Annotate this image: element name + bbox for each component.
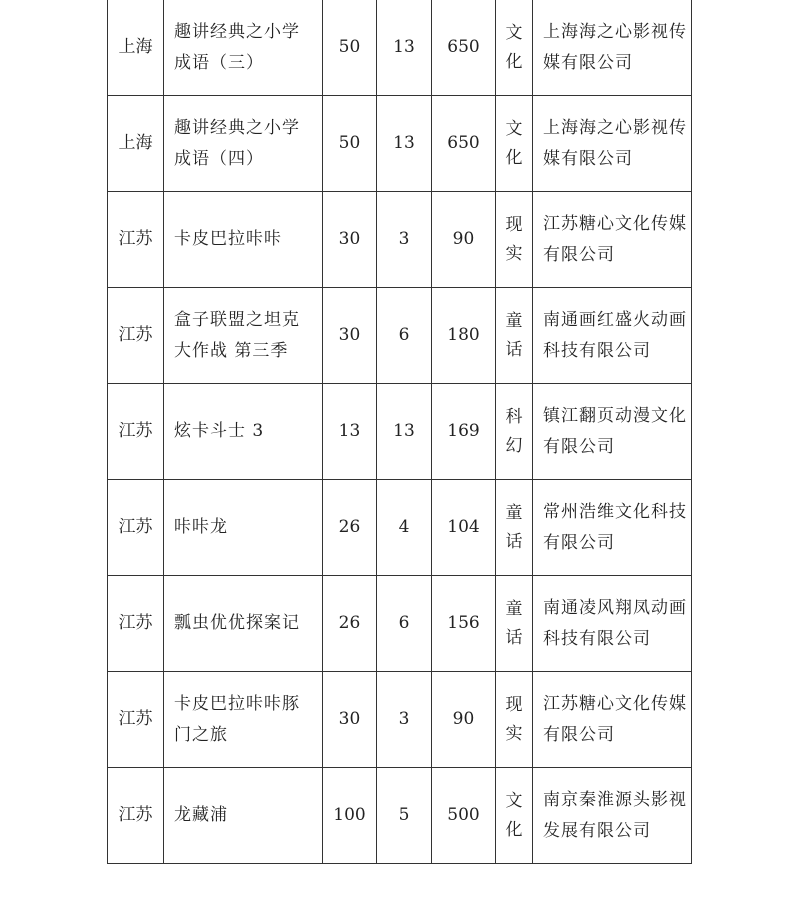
company-cell [533, 0, 692, 96]
company-line: 发展有限公司 [543, 820, 651, 841]
episodes-cell: 30 [323, 288, 377, 384]
genre-char: 文 [505, 22, 523, 43]
genre-cell [496, 96, 533, 192]
title-line: 卡皮巴拉咔咔豚 [174, 693, 300, 714]
title-line: 盒子联盟之坦克 [174, 309, 300, 330]
genre-char: 童 [505, 310, 523, 331]
genre-char: 文 [505, 790, 523, 811]
total-minutes-cell: 90 [432, 192, 496, 288]
minutes-cell: 13 [377, 384, 432, 480]
company-line: 媒有限公司 [543, 148, 633, 169]
company-cell [533, 576, 692, 672]
genre-cell [496, 480, 533, 576]
title-line: 成语（三） [174, 52, 264, 73]
minutes-cell: 13 [377, 96, 432, 192]
company-cell [533, 96, 692, 192]
genre-cell [496, 768, 533, 864]
company-line: 有限公司 [543, 244, 615, 265]
title-cell [164, 192, 323, 288]
company-cell [533, 480, 692, 576]
total-minutes-cell: 156 [432, 576, 496, 672]
table-row [108, 384, 692, 480]
genre-cell [496, 192, 533, 288]
table-row [108, 480, 692, 576]
episodes-cell: 30 [323, 192, 377, 288]
total-minutes-cell: 180 [432, 288, 496, 384]
table-row [108, 768, 692, 864]
region-cell: 上海 [108, 96, 164, 192]
title-line: 大作战 第三季 [174, 340, 289, 361]
genre-char: 实 [505, 723, 523, 744]
genre-char: 科 [505, 406, 523, 427]
genre-cell [496, 672, 533, 768]
episodes-cell: 100 [323, 768, 377, 864]
company-line: 常州浩维文化科技 [543, 501, 687, 522]
company-line: 有限公司 [543, 532, 615, 553]
minutes-cell: 4 [377, 480, 432, 576]
region-cell: 江苏 [108, 192, 164, 288]
minutes-cell: 13 [377, 0, 432, 96]
company-cell [533, 672, 692, 768]
table-row [108, 288, 692, 384]
minutes-cell: 6 [377, 288, 432, 384]
title-line: 趣讲经典之小学 [174, 21, 300, 42]
minutes-cell: 3 [377, 192, 432, 288]
episodes-cell: 30 [323, 672, 377, 768]
genre-char: 现 [505, 694, 523, 715]
genre-char: 实 [505, 243, 523, 264]
total-minutes-cell: 169 [432, 384, 496, 480]
company-line: 南通凌风翔凤动画 [543, 597, 687, 618]
title-line: 卡皮巴拉咔咔 [174, 229, 282, 249]
table-row [108, 192, 692, 288]
genre-cell [496, 576, 533, 672]
title-cell [164, 288, 323, 384]
genre-char: 童 [505, 502, 523, 523]
title-line: 瓢虫优优探案记 [174, 613, 300, 633]
genre-char: 文 [505, 118, 523, 139]
title-line: 炫卡斗士 3 [174, 421, 265, 441]
company-line: 上海海之心影视传 [543, 117, 687, 138]
title-line: 龙藏浦 [174, 805, 228, 825]
genre-char: 化 [505, 147, 523, 168]
region-cell: 上海 [108, 0, 164, 96]
company-line: 科技有限公司 [543, 340, 651, 361]
company-line: 有限公司 [543, 436, 615, 457]
title-line: 门之旅 [174, 724, 228, 745]
table-row [108, 0, 692, 96]
company-line: 科技有限公司 [543, 628, 651, 649]
company-line: 上海海之心影视传 [543, 21, 687, 42]
table-body [108, 0, 692, 864]
title-cell [164, 480, 323, 576]
total-minutes-cell: 650 [432, 0, 496, 96]
episodes-cell: 50 [323, 0, 377, 96]
minutes-cell: 3 [377, 672, 432, 768]
company-line: 镇江翻页动漫文化 [543, 405, 687, 426]
genre-char: 化 [505, 819, 523, 840]
company-line: 南通画红盛火动画 [543, 309, 687, 330]
company-cell [533, 384, 692, 480]
genre-cell [496, 384, 533, 480]
title-cell [164, 672, 323, 768]
genre-char: 话 [505, 339, 523, 360]
title-line: 趣讲经典之小学 [174, 117, 300, 138]
region-cell: 江苏 [108, 288, 164, 384]
table-row [108, 96, 692, 192]
total-minutes-cell: 90 [432, 672, 496, 768]
company-line: 媒有限公司 [543, 52, 633, 73]
episodes-cell: 13 [323, 384, 377, 480]
genre-char: 现 [505, 214, 523, 235]
region-cell: 江苏 [108, 480, 164, 576]
genre-char: 幻 [505, 435, 523, 456]
genre-char: 话 [505, 627, 523, 648]
title-cell [164, 96, 323, 192]
genre-char: 化 [505, 51, 523, 72]
genre-cell [496, 0, 533, 96]
total-minutes-cell: 500 [432, 768, 496, 864]
minutes-cell: 5 [377, 768, 432, 864]
region-cell: 江苏 [108, 384, 164, 480]
animation-table [107, 0, 692, 864]
episodes-cell: 50 [323, 96, 377, 192]
genre-char: 童 [505, 598, 523, 619]
genre-cell [496, 288, 533, 384]
episodes-cell: 26 [323, 576, 377, 672]
company-line: 江苏糖心文化传媒 [543, 693, 687, 714]
title-cell [164, 768, 323, 864]
company-cell [533, 768, 692, 864]
company-line: 南京秦淮源头影视 [543, 789, 687, 810]
table-row [108, 576, 692, 672]
title-cell [164, 576, 323, 672]
title-line: 咔咔龙 [174, 517, 228, 537]
region-cell: 江苏 [108, 576, 164, 672]
table-row [108, 672, 692, 768]
region-cell: 江苏 [108, 768, 164, 864]
episodes-cell: 26 [323, 480, 377, 576]
total-minutes-cell: 104 [432, 480, 496, 576]
total-minutes-cell: 650 [432, 96, 496, 192]
region-cell: 江苏 [108, 672, 164, 768]
genre-char: 话 [505, 531, 523, 552]
company-line: 有限公司 [543, 724, 615, 745]
company-cell [533, 192, 692, 288]
title-cell [164, 0, 323, 96]
minutes-cell: 6 [377, 576, 432, 672]
company-line: 江苏糖心文化传媒 [543, 213, 687, 234]
company-cell [533, 288, 692, 384]
title-line: 成语（四） [174, 148, 264, 169]
title-cell [164, 384, 323, 480]
